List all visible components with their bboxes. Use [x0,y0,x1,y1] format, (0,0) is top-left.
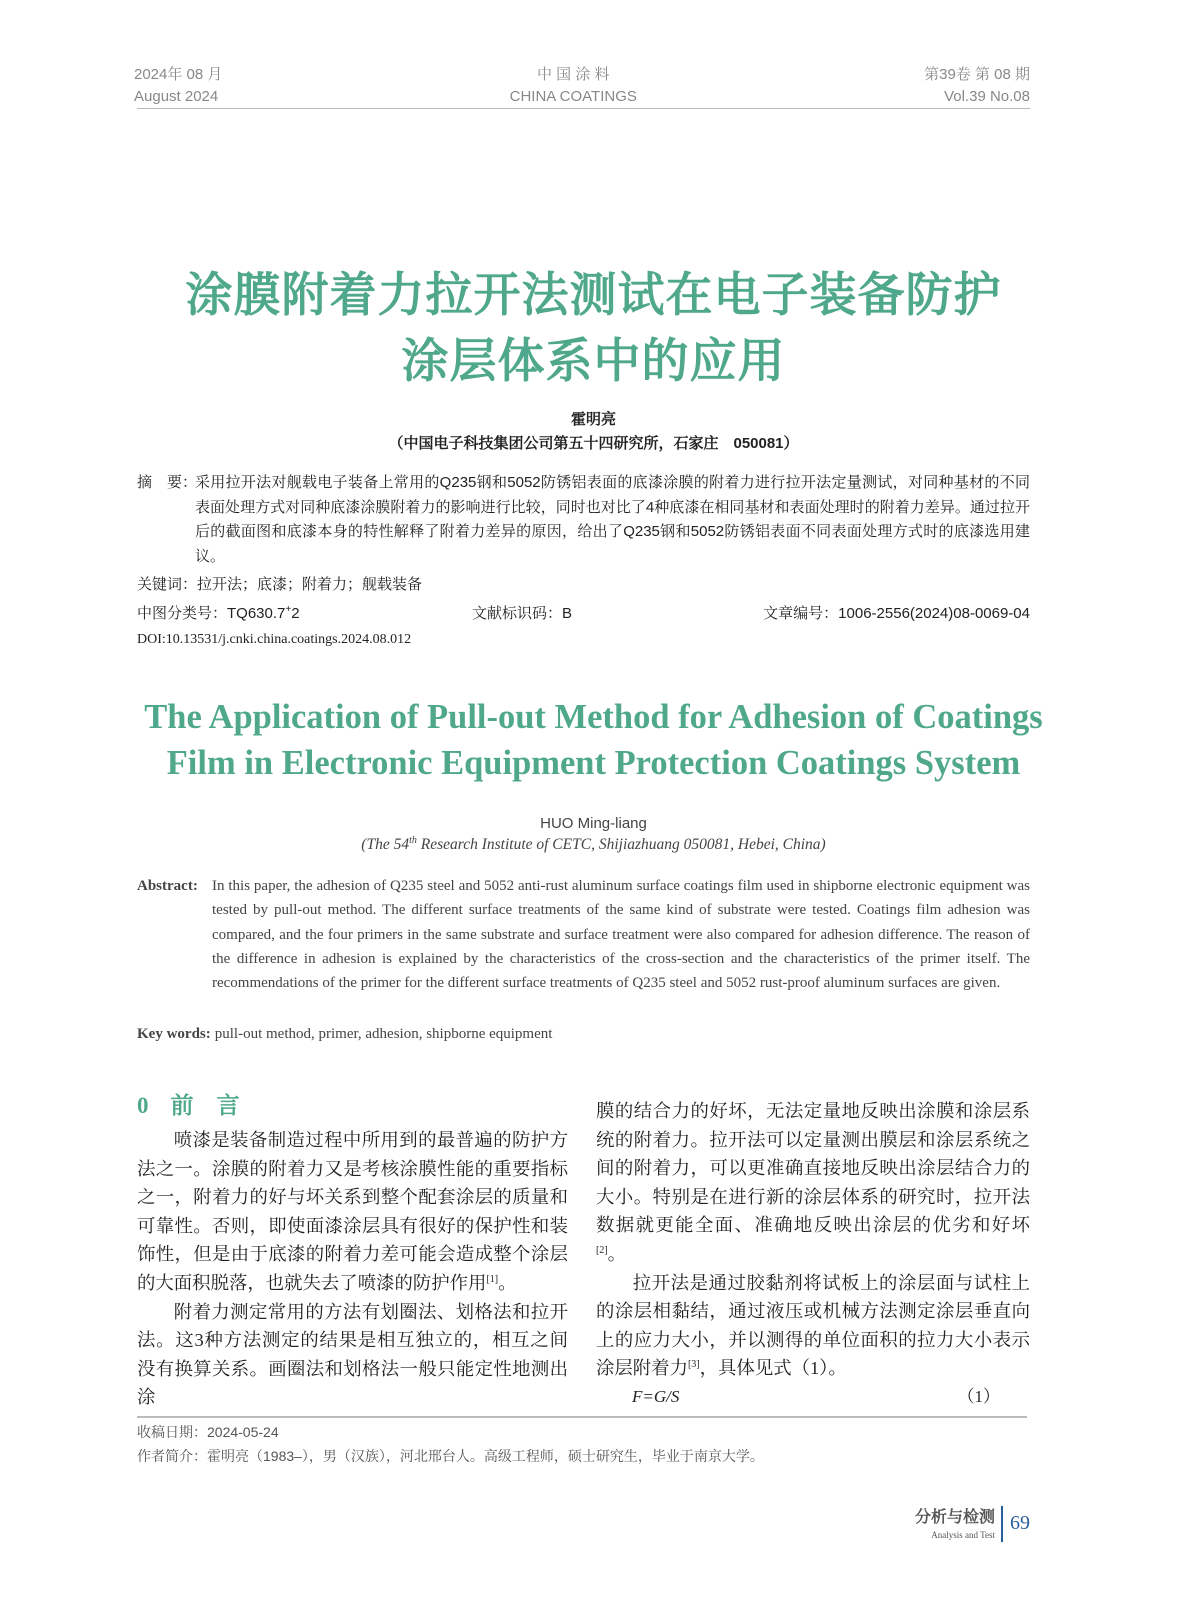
section-heading [137,1090,568,1122]
abstract-cn-label: 摘 要： [137,474,198,491]
footer-section [915,1507,995,1541]
paragraph-text: 拉开法是通过胶黏剂将试板上的涂层面与试柱上的涂层相黏结，通过液压或机械方法测定涂层垂直向上的应力大小，并以测得的单位面积的拉力大小表示涂层附着力 [596,1272,1030,1379]
abstract-en-label: Abstract: [137,878,198,894]
affiliation-en [0,836,1187,854]
doi: DOI:10.13531/j.cnki.china.coatings.2024.08.012 [137,632,412,647]
journal-cn: 中 国 涂 料 [536,66,610,83]
journal-en: CHINA COATINGS [509,88,637,105]
affiliation-cn: （中国电子科技集团公司第五十四研究所，石家庄 050081） [388,435,799,452]
equation-number: （1） [957,1386,1000,1406]
author-cn: 霍明亮 [570,411,616,428]
title-cn-line: 涂膜附着力拉开法测试在电子装备防护 [185,268,1002,321]
header-divider [137,108,1030,109]
equation [596,1383,1030,1411]
keywords-en-text: pull-out method, primer, adhesion, shipborne equipment [214,1026,553,1042]
received-date: 收稿日期：2024-05-24 [137,1423,279,1440]
classification-row [137,603,1030,625]
author-en: HUO Ming-liang [540,815,647,832]
abstract-en [137,874,1030,995]
paragraph-tail: 。 [607,1243,627,1264]
paragraph-text: 喷漆是装备制造过程中所用到的最普遍的防护方法之一。涂膜的附着力又是考核涂膜性能的重要指标之一，附着力的好与坏关系到整个配套涂层的质量和可靠性。否则，即使面漆涂层具有很好的保护性和装饰性，但是由于底漆的附着力差可能会造成整个涂层的大面积脱落，也就失去了喷漆的防护作用 [137,1130,568,1293]
author-bio: 作者简介：霍明亮（1983–），男（汉族），河北邢台人。高级工程师，硕士研究生，毕业于南京大学。 [137,1447,764,1464]
page-number: 69 [1010,1512,1030,1535]
affiliation-en-post: Research Institute of CETC, Shijiazhuang 050081, Hebei, China) [416,836,826,853]
keywords-en [137,1022,1030,1046]
body-flow [137,1090,1030,1542]
article-number: 文章编号：1006-2556(2024)08-0069-04 [763,605,1030,622]
header-date [134,64,222,108]
citation: [3] [687,1359,700,1371]
section-title: 前 言 [170,1093,240,1118]
paragraph [137,1126,568,1298]
title-en-line: Film in Electronic Equipment Protection Coatings System [166,744,1021,782]
title-cn [0,262,1187,394]
footer-section-cn: 分析与检测 [914,1508,995,1526]
paragraph-tail: ，具体见式（1）。 [699,1358,847,1379]
abstract-cn [137,471,1030,569]
body-columns [137,1090,1030,1412]
date-cn: 2024年 08 月 [134,66,223,83]
title-en-line: The Application of Pull-out Method for Adhesion of Coatings [144,698,1043,736]
keywords-cn: 关键词：拉开法；底漆；附着力；舰载装备 [137,576,423,593]
classification [137,603,472,625]
affiliation-en-pre: (The 54 [361,836,410,853]
footer-section-en: Analysis and Test [931,1529,995,1540]
header-journal [510,64,637,108]
title-en [0,694,1187,786]
issue-en: Vol.39 No.08 [944,88,1030,105]
affiliation-en-sup: th [409,834,417,846]
author-block-cn [0,408,1187,456]
abstract-cn-text: 采用拉开法对舰载电子装备上常用的Q235钢和5052防锈铝表面的底漆涂膜的附着力进行拉开法定量测试，对同种基材的不同表面处理方式对同种底漆涂膜附着力的影响进行比较，同时也对比了4种底漆在相同基材和表面处理时的附着力差异。通过拉开后的截面图和底漆本身的特性解释了附着力差异的原因，给出了Q235钢和5052防锈铝表面不同表面处理方式时的底漆选用建议。 [195,474,1030,565]
date-en: August 2024 [134,88,219,105]
section-number: 0 [137,1093,149,1118]
header-issue [924,64,1030,108]
running-header [134,64,1030,108]
body-column-right [596,1090,1030,1412]
classification-text: 中图分类号：TQ630.7 [137,605,286,622]
footer-divider [1001,1506,1003,1542]
classification-tail: 2 [291,605,300,622]
paragraph-tail: 。 [498,1272,517,1293]
paragraph: 附着力测定常用的方法有划圈法、划格法和拉开法。这3种方法测定的结果是相互独立的，相互之间没有换算关系。画圈法和划格法一般只能定性地测出涂 [137,1301,568,1408]
paragraph [596,1269,1030,1383]
document-code: 文献标识码：B [472,605,573,622]
keywords-en-label: Key words: [137,1026,211,1042]
abstract-en-text: In this paper, the adhesion of Q235 steel and 5052 anti-rust aluminum surface coatings film used in shipborne electronic equipment was tested by pull-out method. The different surface treatments of the same kind of substrate were tested. Coatings film adhesion was compared, and the four primers in the same substrate and surface treatment were also compared for adhesion difference. The reason of the difference in adhesion is explained by the characteristics of the cross-section and the characteristics of the primer itself. The recommendations of the primer for the different surface treatments of Q235 steel and 5052 rust-proof aluminum surfaces are given. [212,878,1030,992]
paragraph-text: 膜的结合力的好坏，无法定量地反映出涂膜和涂层系统的附着力。拉开法可以定量测出膜层和涂层系统之间的附着力，可以更准确直接地反映出涂层结合力的大小。特别是在进行新的涂层体系的研究时，拉开法数据就更能全面、准确地反映出涂层的优劣和好坏 [596,1101,1030,1236]
title-cn-line: 涂层体系中的应用 [401,334,786,387]
body-column-left [137,1090,568,1412]
equation-text: F=G/S [632,1386,680,1406]
citation: [2] [596,1244,608,1256]
classification-sup: + [285,604,292,615]
issue-cn: 第39卷 第 08 期 [924,66,1030,83]
page-footer [137,1506,1030,1542]
paragraph [596,1097,1030,1269]
citation: [1] [486,1273,499,1285]
footnote-divider [137,1416,1027,1418]
